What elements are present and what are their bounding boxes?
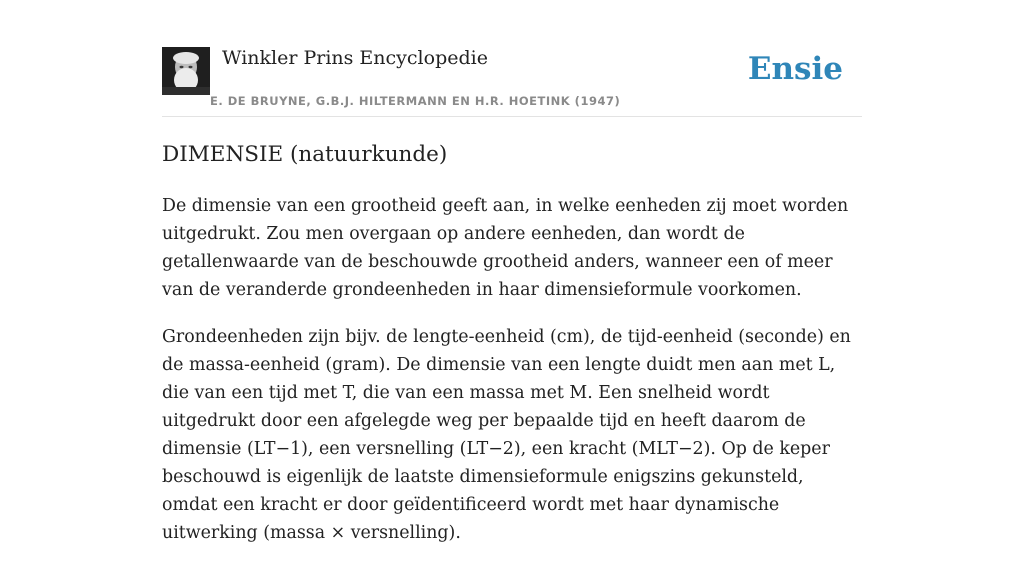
article-paragraph: De dimensie van een grootheid geeft aan, in welke eenheden zij moet worden uitgedrukt. Zou men overgaan op andere eenheden, dan wordt de getallenwaarde van de beschouwde grootheid anders, wanneer een of meer van de veranderde grondeenheden in haar dimensieformule voorkomen. [162,196,849,300]
source-authors: E. DE BRUYNE, G.B.J. HILTERMANN EN H.R. HOETINK (1947) [210,94,621,108]
content-container [162,0,862,543]
ensie-logo-link[interactable]: Ensie [747,51,843,87]
author-avatar[interactable] [162,47,210,95]
source-header [162,0,862,117]
article-title: DIMENSIE (natuurkunde) [162,142,448,167]
portrait-image [162,47,210,95]
article-body [162,192,862,566]
source-title[interactable]: Winkler Prins Encyclopedie [222,47,488,69]
article-paragraph: Grondeenheden zijn bijv. de lengte-eenheid (cm), de tijd-eenheid (seconde) en de massa-eenheid (gram). De dimensie van een lengte duidt men aan met L, die van een tijd met T, die van een massa met M. Een snelheid wordt uitgedrukt door een afgelegde weg per bepaalde tijd en heeft daarom de dimensie (LT−1), een versnelling (LT−2), een kracht (MLT−2). Op de keper beschouwd is eigenlijk de laatste dimensieformule enigszins gekunsteld, omdat een kracht er door geïdentificeerd wordt met haar dynamische uitwerking (massa × versnelling). [162,327,851,543]
